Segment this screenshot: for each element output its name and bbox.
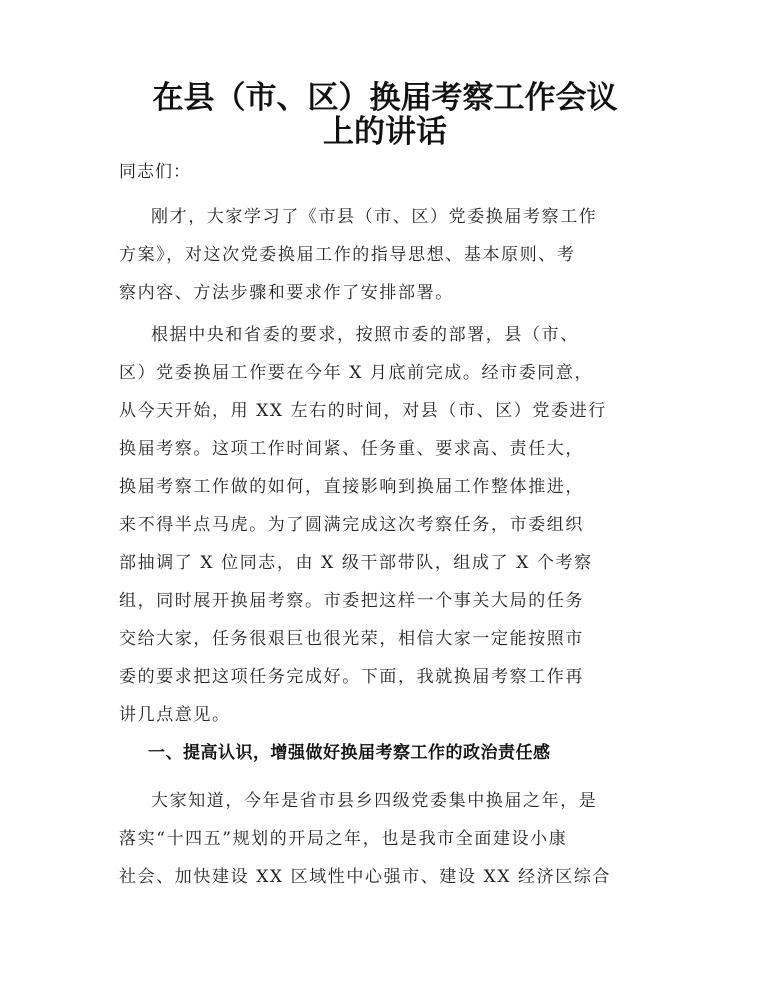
paragraph-2-line: 从今天开始，用 XX 左右的时间，对县（市、区）党委进行 — [119, 401, 607, 421]
paragraph-2-line: 交给大家，任务很艰巨也很光荣，相信大家一定能按照市 — [119, 629, 584, 649]
paragraph-2-line: 委的要求把这项任务完成好。下面，我就换届考察工作再 — [119, 667, 584, 687]
paragraph-2-line: 讲几点意见。 — [119, 705, 231, 725]
document-title-line-2: 上的讲话 — [323, 114, 447, 150]
salutation: 同志们： — [119, 162, 191, 182]
paragraph-1-line: 刚才，大家学习了《市县（市、区）党委换届考察工作 — [151, 207, 598, 227]
paragraph-1 — [119, 198, 659, 312]
paragraph-2 — [119, 316, 659, 734]
section-1-heading: 一、提高认识，增强做好换届考察工作的政治责任感 — [148, 743, 551, 763]
paragraph-2-line: 换届考察工作做的如何，直接影响到换届工作整体推进， — [119, 477, 584, 497]
paragraph-2-line: 根据中央和省委的要求，按照市委的部署，县（市、 — [151, 325, 579, 345]
paragraph-2-line: 区）党委换届工作要在今年 X 月底前完成。经市委同意， — [119, 363, 594, 383]
paragraph-3 — [119, 782, 659, 896]
paragraph-3-line: 大家知道，今年是省市县乡四级党委集中换届之年，是 — [151, 791, 598, 811]
paragraph-3-line: 落实“十四五”规划的开局之年，也是我市全面建设小康 — [119, 829, 568, 849]
paragraph-1-line: 察内容、方法步骤和要求作了安排部署。 — [119, 283, 454, 303]
paragraph-2-line: 来不得半点马虎。为了圆满完成这次考察任务，市委组织 — [119, 515, 584, 535]
document-title-line-1: 在县（市、区）换届考察工作会议 — [152, 80, 618, 116]
paragraph-2-line: 换届考察。这项工作时间紧、任务重、要求高、责任大， — [119, 439, 584, 459]
paragraph-2-line: 组，同时展开换届考察。市委把这样一个事关大局的任务 — [119, 591, 584, 611]
paragraph-3-line: 社会、加快建设 XX 区域性中心强市、建设 XX 经济区综合 — [119, 867, 612, 887]
paragraph-1-line: 方案》，对这次党委换届工作的指导思想、基本原则、考 — [119, 245, 576, 265]
paragraph-2-line: 部抽调了 X 位同志，由 X 级干部带队，组成了 X 个考察 — [119, 553, 593, 573]
